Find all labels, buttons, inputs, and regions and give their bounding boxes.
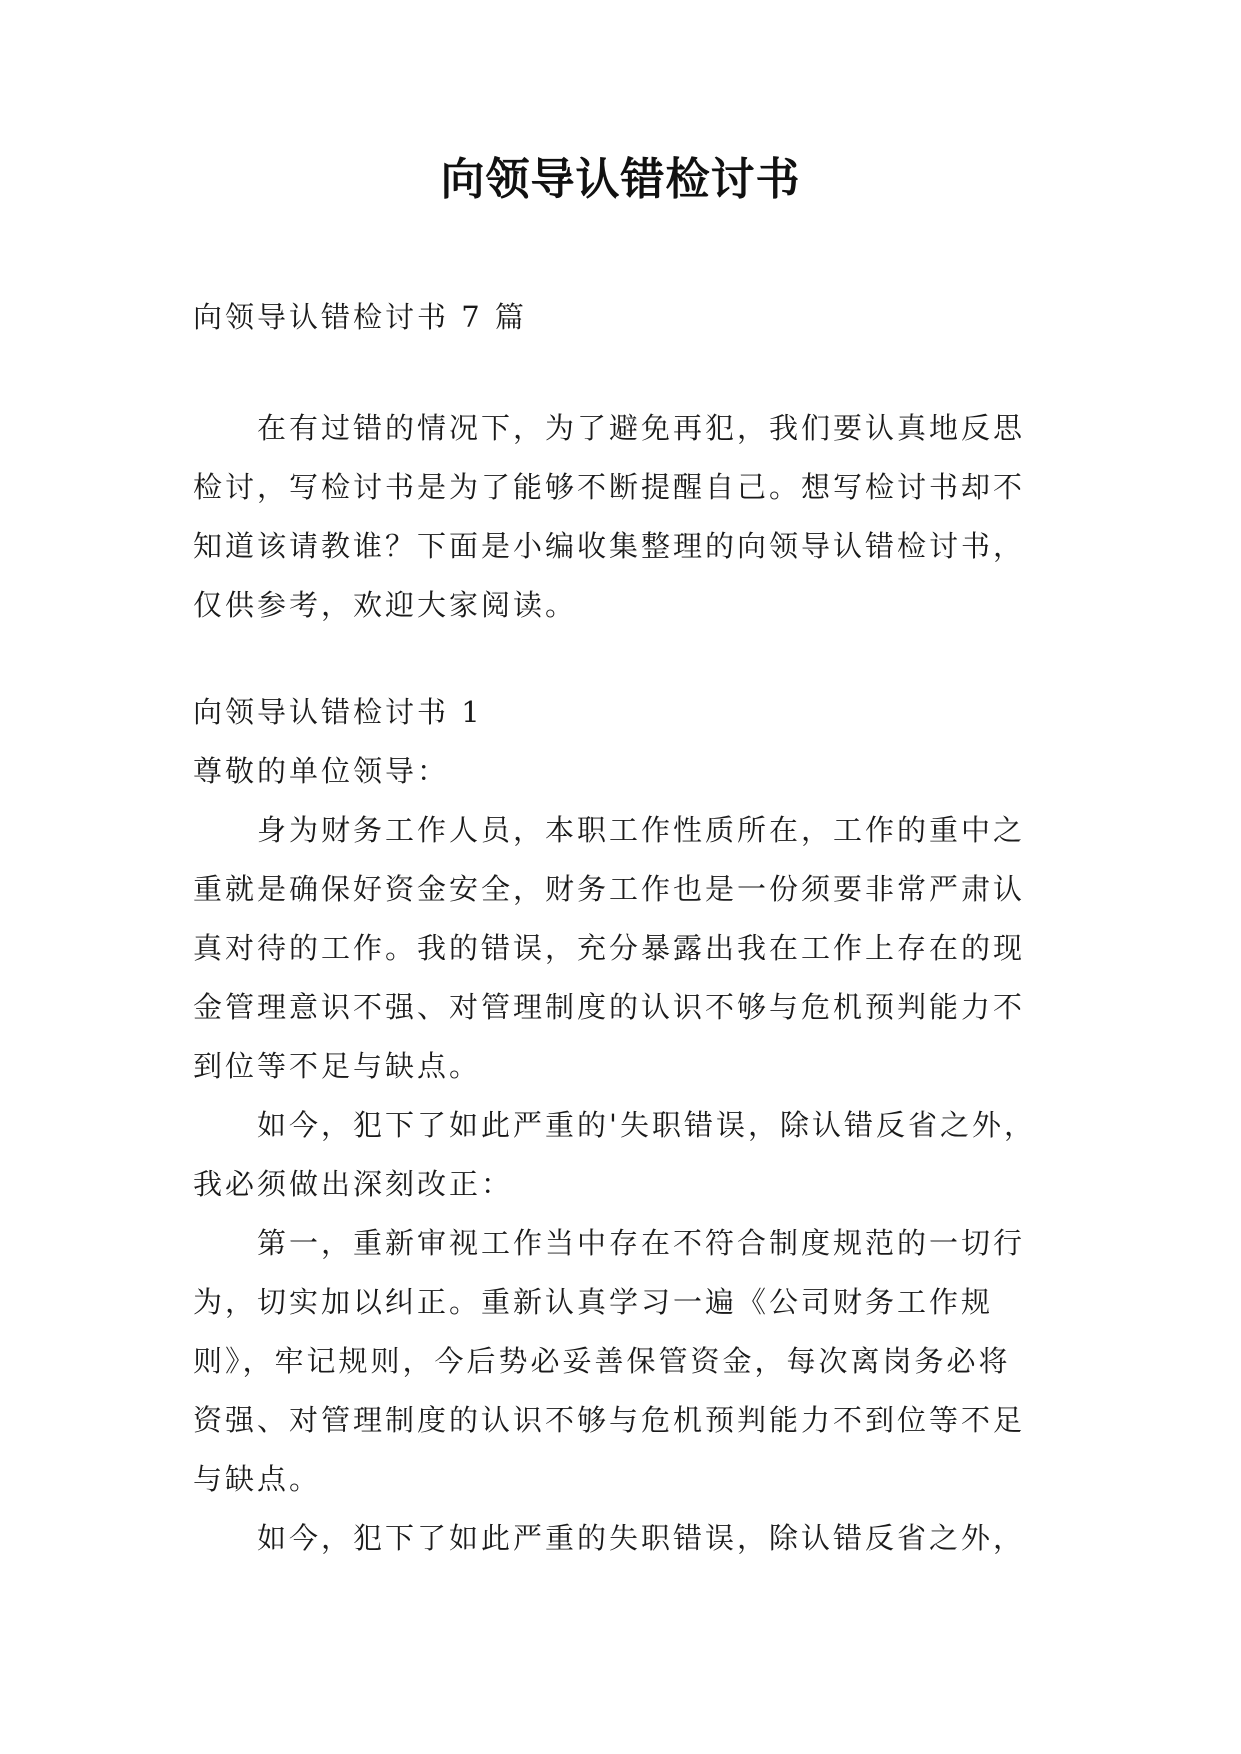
paragraph-line: 与缺点。 xyxy=(193,1462,322,1496)
intro-line: 知道该请教谁？下面是小编收集整理的向领导认错检讨书， xyxy=(193,529,1026,563)
section-heading: 向领导认错检讨书 1 xyxy=(193,695,483,729)
paragraph-4 xyxy=(193,1509,1053,1568)
paragraph-line: 则》，牢记规则，今后势必妥善保管资金，每次离岗务必将 xyxy=(193,1344,1011,1378)
paragraph-line: 如今，犯下了如此严重的'失职错误，除认错反省之外， xyxy=(257,1108,1036,1142)
document-subtitle: 向领导认错检讨书 7 篇 xyxy=(193,300,527,334)
paragraph-line: 为，切实加以纠正。重新认真学习一遍《公司财务工作规 xyxy=(193,1285,994,1319)
intro-line: 检讨，写检讨书是为了能够不断提醒自己。想写检讨书却不 xyxy=(193,470,1026,504)
paragraph-line: 金管理意识不强、对管理制度的认识不够与危机预判能力不 xyxy=(193,990,1026,1024)
paragraph-2 xyxy=(193,1096,1053,1214)
intro-line: 仅供参考，欢迎大家阅读。 xyxy=(193,588,578,622)
paragraph-line: 第一，重新审视工作当中存在不符合制度规范的一切行 xyxy=(257,1226,1026,1260)
document-body xyxy=(193,288,1053,1568)
salutation: 尊敬的单位领导： xyxy=(193,754,450,788)
paragraph-3 xyxy=(193,1214,1053,1509)
spacer xyxy=(193,347,1053,399)
paragraph-line: 资强、对管理制度的认识不够与危机预判能力不到位等不足 xyxy=(193,1403,1026,1437)
paragraph-line: 我必须做出深刻改正： xyxy=(193,1167,514,1201)
paragraph-line: 身为财务工作人员，本职工作性质所在，工作的重中之 xyxy=(257,813,1026,847)
paragraph-1 xyxy=(193,801,1053,1096)
document-title: 向领导认错检讨书 xyxy=(440,154,801,205)
intro-paragraph xyxy=(193,399,1053,635)
paragraph-line: 重就是确保好资金安全，财务工作也是一份须要非常严肃认 xyxy=(193,872,1026,906)
paragraph-line: 真对待的工作。我的错误，充分暴露出我在工作上存在的现 xyxy=(193,931,1026,965)
paragraph-line: 到位等不足与缺点。 xyxy=(193,1049,482,1083)
spacer xyxy=(193,635,1053,683)
intro-line: 在有过错的情况下，为了避免再犯，我们要认真地反思 xyxy=(257,411,1026,445)
paragraph-line: 如今，犯下了如此严重的失职错误，除认错反省之外， xyxy=(257,1521,1026,1555)
